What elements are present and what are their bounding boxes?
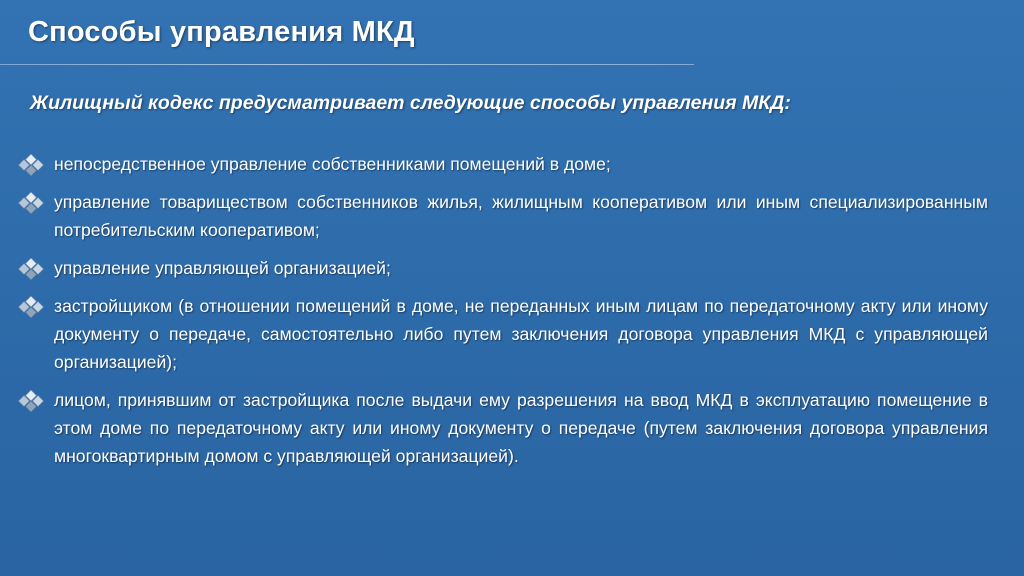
- list-item-text: управление управляющей организацией;: [54, 258, 391, 278]
- list-item: [18, 292, 988, 376]
- list-item-text: непосредственное управление собственниками помещений в доме;: [54, 154, 611, 174]
- slide-subtitle: Жилищный кодекс предусматривает следующие способы управления МКД:: [30, 92, 791, 114]
- diamond-cluster-icon: [18, 296, 44, 318]
- diamond-cluster-icon: [18, 258, 44, 280]
- diamond-cluster-icon: [18, 390, 44, 412]
- list-item-text: лицом, принявшим от застройщика после выдачи ему разрешения на ввод МКД в эксплуатацию помещение в этом доме по передаточному акту или иному документу о передаче (путем заключения договора управления многоквартирным домом с управляющей организацией).: [54, 390, 988, 466]
- diamond-cluster-icon: [18, 192, 44, 214]
- list-item: [18, 254, 988, 282]
- list-item-text: застройщиком (в отношении помещений в доме, не переданных иным лицам по передаточному акту или иному документу о передаче, самостоятельно либо путем заключения договора управления МКД с управляющей организацией);: [54, 296, 988, 372]
- slide-title: Способы управления МКД: [28, 16, 415, 48]
- list-item: [18, 386, 988, 470]
- bullet-list: [18, 150, 988, 470]
- list-item: [18, 150, 988, 178]
- list-item-text: управление товариществом собственников жилья, жилищным кооперативом или иным специализированным потребительским кооперативом;: [54, 192, 988, 240]
- list-item: [18, 188, 988, 244]
- title-divider: [0, 64, 694, 65]
- diamond-cluster-icon: [18, 154, 44, 176]
